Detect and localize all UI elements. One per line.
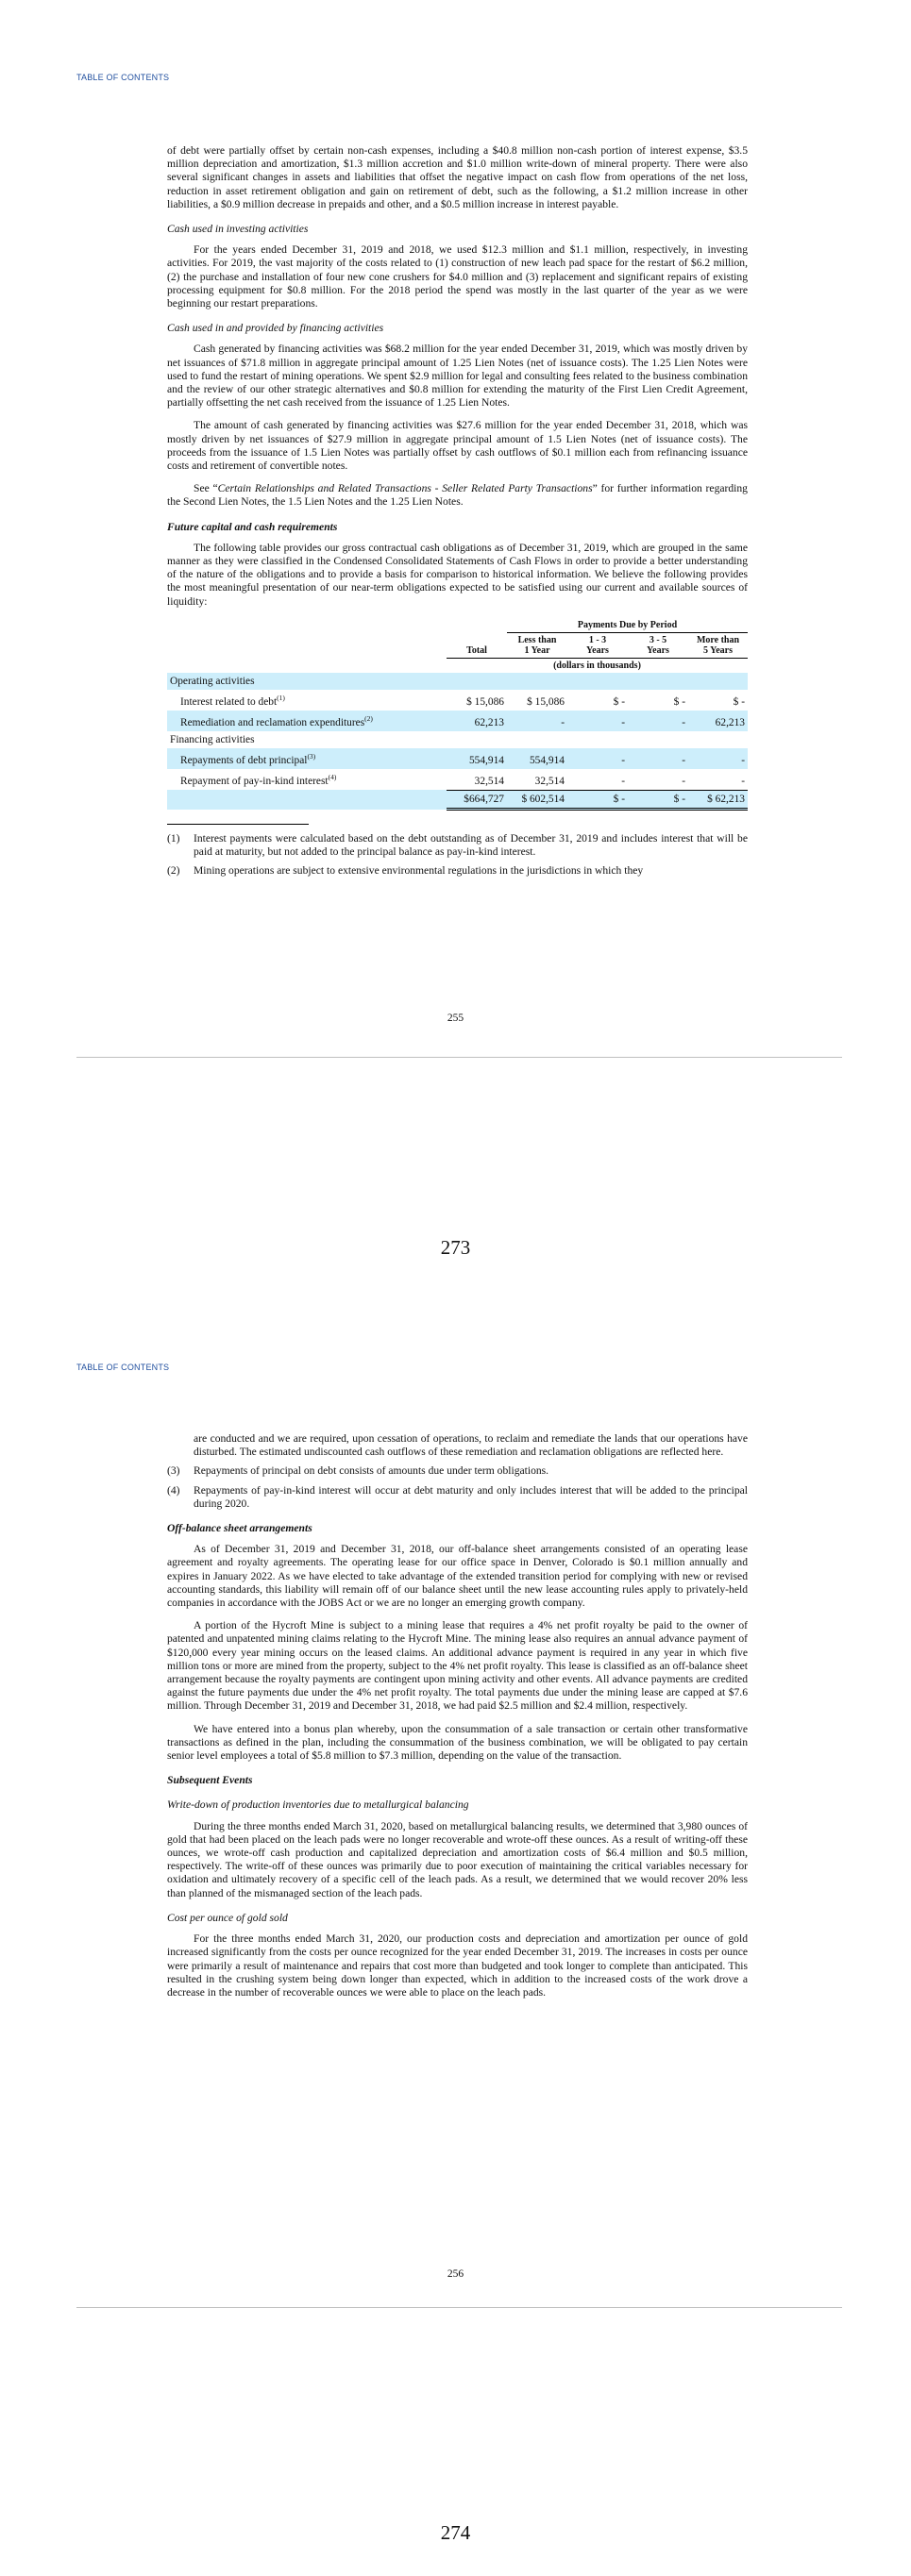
- table-row: [167, 690, 748, 711]
- footnote-text: Repayments of pay-in-kind interest will occur at debt maturity and only includes interest that will be added to the principal during 2020.: [194, 1483, 748, 1510]
- contractual-obligations-table: [167, 618, 748, 811]
- footnote-divider: [167, 824, 309, 825]
- cell-total: 62,213: [447, 711, 507, 731]
- cell-less-than-1: 32,514: [534, 775, 565, 787]
- payments-due-header: Payments Due by Period: [507, 618, 748, 633]
- cell-less-than-1: $ 15,086: [527, 695, 565, 708]
- table-row: [167, 711, 748, 731]
- cell-total: $664,727: [447, 790, 507, 809]
- footnote-marker: (3): [167, 1464, 180, 1478]
- off-balance-sheet-paragraph-3: We have entered into a bonus plan whereby, upon the consummation of a sale transaction or certain other transformative transactions as defined in the plan, including the consummation of the business combination, we will be obligated to pay certain senior level employees a total of $5.8 million to $7.3 million, depending on the value of the transaction.: [167, 1722, 748, 1763]
- footnote-1: [167, 832, 748, 859]
- page-number: 256: [447, 2268, 464, 2280]
- row-label: Repayment of pay-in-kind interest: [180, 776, 329, 788]
- cell-more-than-5: -: [741, 775, 745, 787]
- col-1-3-years-header: 1 - 3 Years: [567, 632, 628, 658]
- footnote-ref: (3): [307, 752, 316, 761]
- footnote-3: [167, 1464, 748, 1478]
- row-label: Repayments of debt principal: [180, 755, 308, 767]
- see-italic-reference: Certain Relationships and Related Transactions - Seller Related Party Transactions: [217, 482, 593, 495]
- off-balance-sheet-paragraph-2: A portion of the Hycroft Mine is subject to a mining lease that requires a 4% net profit royalty be paid to the owner of patented and unpatented mining claims relating to the Hycroft Mine. The mining lease also requires an annual advance payment of $120,000 every year mining occurs on the leased claims. An additional advance payment is required in any year in which five million tons or more are mined from the property, subject to the 4% net profit royalty. This lease is classified as an off-balance sheet arrangement because the royalty payments are contingent upon mining activity and other events. All advance payments are credited against the future payments due under the 4% net profit royalty. The total payments due under the mining lease are capped at $7.6 million. Through December 31, 2019 and December 31, 2018, we had paid $2.5 million and $2.4 million, respectively.: [167, 1619, 748, 1713]
- cost-per-ounce-heading: Cost per ounce of gold sold: [167, 1911, 288, 1924]
- cell-more-than-5: $ 62,213: [688, 790, 748, 809]
- table-row: [167, 673, 748, 690]
- see-reference-paragraph: [167, 482, 748, 509]
- units-note: (dollars in thousands): [553, 660, 641, 671]
- footnote-4: [167, 1484, 748, 1511]
- cell-less-than-1: $ 602,514: [507, 790, 567, 809]
- col-less-than-1-year-header: Less than 1 Year: [507, 632, 567, 658]
- table-of-contents-link[interactable]: TABLE OF CONTENTS: [76, 73, 170, 82]
- cell-3-5: $ -: [628, 790, 688, 809]
- col-3-5-years-header: 3 - 5 Years: [628, 632, 688, 658]
- see-prefix: See “: [194, 482, 218, 495]
- page-divider: [76, 2307, 842, 2308]
- cell-1-3: -: [567, 748, 628, 769]
- future-capital-heading: Future capital and cash requirements: [167, 520, 338, 533]
- footnote-text: Repayments of principal on debt consists of amounts due under term obligations.: [194, 1464, 549, 1478]
- financing-paragraph-2: The amount of cash generated by financing activities was $27.6 million for the year ended December 31, 2018, which was mostly driven by net issuances of $27.9 million in aggregate principal amount of 1.5 Lien Notes (net of issuance costs). The proceeds from the issuance of 1.5 Lien Notes was partially offset by cash outflows of $0.1 million each from refinancing issuance costs and retirement of convertible notes.: [167, 419, 748, 473]
- footnote-text: are conducted and we are required, upon cessation of operations, to reclaim and remediate the lands that our operations have disturbed. The estimated undiscounted cash outflows of these remediation and reclamation obligations are reflected here.: [194, 1432, 748, 1459]
- cell-less-than-1: 554,914: [507, 748, 567, 769]
- intro-paragraph: of debt were partially offset by certain non-cash expenses, including a $40.8 million non-cash portion of interest expense, $3.5 million depreciation and amortization, $1.3 million accretion and $1.0 million write-down of mineral property. There were also several significant changes in assets and liabilities that offset the negative impact on cash flow from operations of the net loss, reduction in asset retirement obligation and gain on retirement of debt, such as the following, a $1.2 million increase in other liabilities, a $0.9 million decrease in prepaids and other, and a $0.5 million increase in interest payable.: [167, 144, 748, 210]
- table-of-contents-link[interactable]: TABLE OF CONTENTS: [76, 1363, 170, 1372]
- page-256-body: [167, 1432, 748, 2009]
- page-number: 255: [447, 1012, 464, 1024]
- cell-total: 554,914: [447, 748, 507, 769]
- row-label: Interest related to debt: [180, 695, 278, 708]
- see-suffix: ” for further information regarding the Second Lien Notes, the 1.5 Lien Notes and the 1.25 Lien Notes.: [167, 482, 748, 509]
- footnote-ref: (2): [364, 714, 373, 724]
- off-balance-sheet-paragraph-1: As of December 31, 2019 and December 31, 2018, our off-balance sheet arrangements consisted of an operating lease agreement and royalty agreements. The operating lease for our office space in Denver, Colorado is $0.1 million annually and expires in January 2022. As we have elected to take advantage of the extended transition period for complying with new or revised accounting standards, this liability will remain off of our balance sheet until the new lease accounting rules apply to privately-held companies in accordance with the JOBS Act or we are no longer an emerging growth company.: [167, 1543, 748, 1610]
- cell-1-3: -: [621, 775, 625, 787]
- footnote-ref: (4): [328, 773, 337, 782]
- write-down-heading: Write-down of production inventories due to metallurgical balancing: [167, 1798, 469, 1812]
- cell-more-than-5: $ -: [733, 695, 745, 708]
- table-row: [167, 769, 748, 790]
- financing-heading: Cash used in and provided by financing activities: [167, 322, 384, 335]
- document-page-number: 274: [440, 2521, 471, 2544]
- footnote-ref: (1): [277, 694, 285, 703]
- financing-paragraph-1: Cash generated by financing activities was $68.2 million for the year ended December 31, 2019, which was mostly driven by net issuances of $71.8 million in aggregate principal amount of 1.25 Lien Notes (net of issuance costs). The 1.25 Lien Notes were used to fund the restart of mining operations. We spent $2.9 million for legal and consulting fees related to the business combination and the review of our other strategic alternatives and $0.8 million for extending the maturity of the First Lien Credit Agreement, partially offsetting the net cash received from the issuance of 1.25 Lien Notes.: [167, 343, 748, 410]
- cell-3-5: -: [628, 711, 688, 731]
- cell-1-3: $ -: [613, 695, 625, 708]
- table-total-row: [167, 790, 748, 809]
- footnote-2: [167, 864, 748, 878]
- cell-more-than-5: 62,213: [688, 711, 748, 731]
- cost-per-ounce-paragraph: For the three months ended March 31, 2020, our production costs and depreciation and amortization per ounce of gold increased significantly from the costs per ounce recognized for the year ended December 31, 2019. The increases in costs per ounce were primarily a result of maintenance and repairs that cost more than budgeted and took longer to complete than anticipated. This resulted in the crushing system being down longer than expected, which in addition to the increased costs of the work drove a decrease in the number of recoverable ounces we were able to place on the leach pads.: [167, 1932, 748, 1999]
- investing-heading: Cash used in investing activities: [167, 223, 309, 236]
- cell-3-5: -: [682, 775, 685, 787]
- footnote-2-continued: [167, 1432, 748, 1459]
- footnote-marker: (4): [167, 1483, 180, 1497]
- cell-less-than-1: -: [507, 711, 567, 731]
- cell-3-5: $ -: [673, 695, 685, 708]
- investing-paragraph: For the years ended December 31, 2019 and 2018, we used $12.3 million and $1.1 million, respectively, in investing activities. For 2019, the vast majority of the costs related to (1) construction of new leach pad space for the restart of $6.2 million, (2) the purchase and installation of four new cone crushers for $4.0 million and (3) replacement and significant repairs of existing processing equipment for $0.8 million. For the 2018 period the spend was mostly in the last quarter of the year as we were beginning our restart preparations.: [167, 243, 748, 310]
- cell-total: 32,514: [474, 775, 504, 787]
- page-255-body: [167, 144, 748, 884]
- cell-3-5: -: [628, 748, 688, 769]
- section-financing-label: Financing activities: [170, 734, 255, 746]
- document-page-number: 273: [440, 1236, 471, 1259]
- footnote-text: Mining operations are subject to extensive environmental regulations in the jurisdictions in which they: [194, 864, 644, 878]
- table-row: [167, 748, 748, 769]
- cell-total: $ 15,086: [466, 695, 504, 708]
- cell-1-3: $ -: [567, 790, 628, 809]
- page-divider: [76, 1057, 842, 1058]
- footnote-marker: (1): [167, 832, 180, 845]
- subsequent-events-heading: Subsequent Events: [167, 1774, 253, 1787]
- table-row: [167, 731, 748, 748]
- cell-more-than-5: -: [688, 748, 748, 769]
- write-down-paragraph: During the three months ended March 31, 2020, based on metallurgical balancing results, we determined that 3,980 ounces of gold that had been placed on the leach pads were no longer recoverable and wrote-off these ounces. As a result of writing-off these ounces, we wrote-off cash production and capitalized depreciation and amortization costs of $6.4 million and $0.5 million, respectively. The write-off of these ounces was primarily due to poor execution of maintaining the critical variables necessary for oxidation and ultimately recovery of a specific cell of the leach pads. As a result, we determined that we would recover 20% less than planned of the mismanaged section of the leach pads.: [167, 1819, 748, 1899]
- col-total-header: Total: [447, 632, 507, 658]
- row-label: Remediation and reclamation expenditures: [180, 716, 365, 728]
- col-more-than-5-years-header: More than 5 Years: [688, 632, 748, 658]
- future-capital-paragraph: The following table provides our gross contractual cash obligations as of December 31, 2019, which are grouped in the same manner as they were classified in the Condensed Consolidated Statements of Cash Flows in order to provide a better understanding of the nature of the obligations and to provide a basis for comparison to historical information. We believe the following provides the most meaningful presentation of our near-term obligations expected to be satisfied using our current and available sources of liquidity:: [167, 541, 748, 608]
- off-balance-sheet-heading: Off-balance sheet arrangements: [167, 1522, 312, 1535]
- footnote-marker: (2): [167, 864, 180, 878]
- section-operating-label: Operating activities: [167, 673, 748, 690]
- cell-1-3: -: [567, 711, 628, 731]
- footnote-text: Interest payments were calculated based on the debt outstanding as of December 31, 2019 and includes interest that will be paid at maturity, but not added to the principal balance as pay-in-kind interest.: [194, 832, 748, 859]
